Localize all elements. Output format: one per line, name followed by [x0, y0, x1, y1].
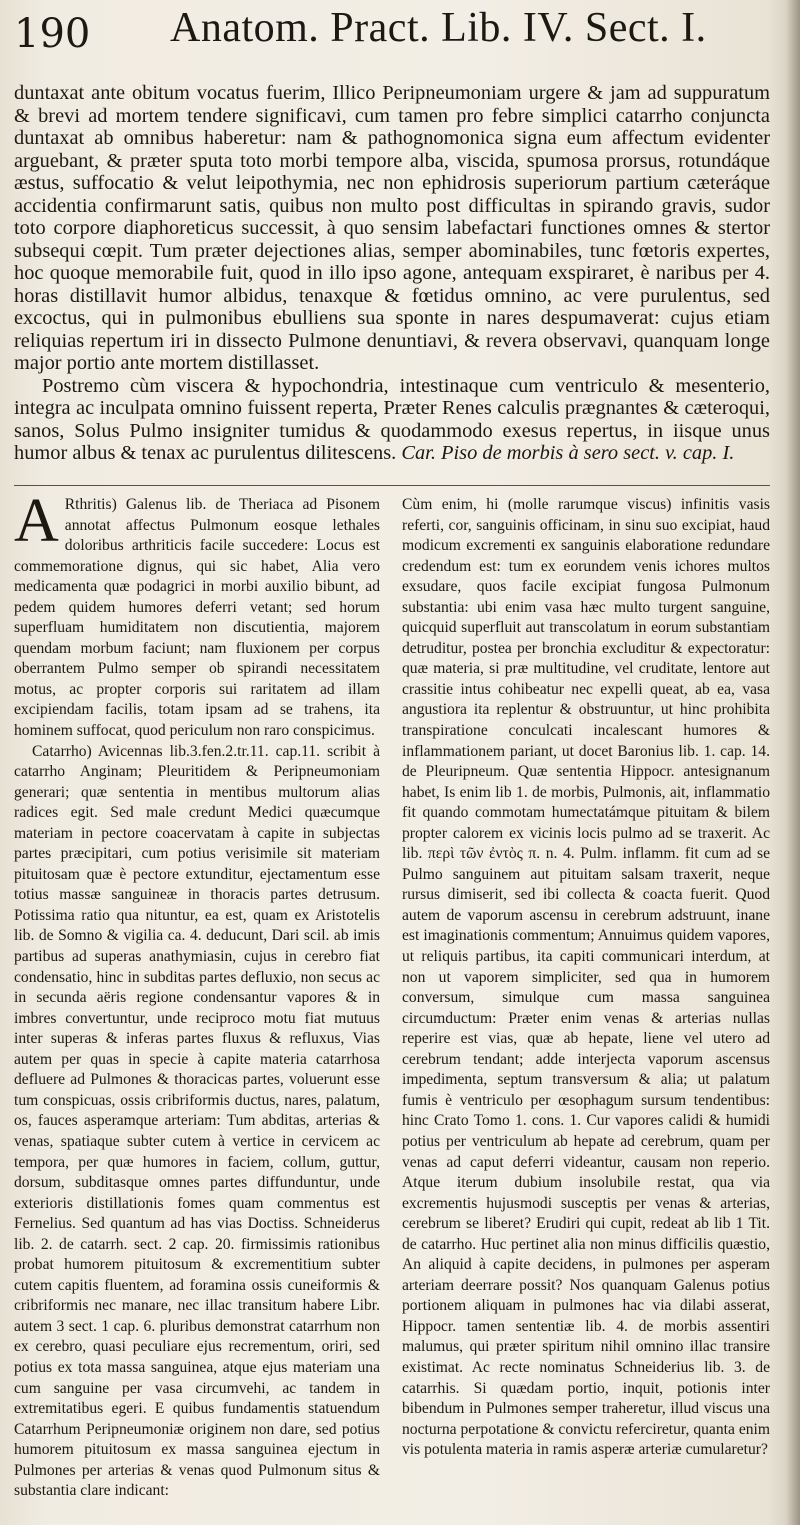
right-paragraph-1: Cùm enim, hi (molle rarumque viscus) infinitis vasis referti, cor, sanguinis officinam, in sinu suo excipiat, haud modicum excrementi ex sanguinis elaboratione redundare credendum est: tum ex eorundem venis ichores multos exsudare, quos facile excipiat fungosa Pulmonum substantia: ubi enim vasa hæc multo turgent sanguine, quicquid superfluit aut transcolatum in eorum substantiam detruditur, postea per bronchia excluditur & expectoratur: quæ materia, si præ multitudine, vel cruditate, lentore aut crassitie intus cohibeatur nec expelli queat, ab ea, vasa angustiora ita replentur & obstruuntur, ut hinc prohibita transpiratione conculcati incalescant humores & inflammationem pariant, ut docet Baronius lib. 1. cap. 14. de Pleuripneum. Quæ sententia Hippocr. antesignanum habet, Is enim lib 1. de morbis, Pulmonis, ait, inflammatio fit quando commotam humectatámque pituitam & bilem propter calorem ex vicinis locis pulmo ad se traxerit. Ac lib. περὶ τῶν ἐντὸς π. n. 4. Pulm. inflamm. fit cum ad se Pulmo sanguinem aut pituitam salsam traxerit, neque rursus dimiserit, sed ibi collecta & coacta fuerit. Quod autem de vaporum ascensu in cerebrum adstruunt, inane est imaginationis commentum; Annuimus quidem vapores, ut reliquis partibus, ita capiti communicari interdum, at non ut vaporem simpliciter, sed qua in humorem conversum, simulque cum massa sanguinea circumductum: Præter enim venas & arterias nullas reperire est vias, quæ ab hepate, liene vel utero ad cerebrum tendant; adde interjecta vaporum ascensus impedimenta, septum transversum & alia; ut palatum fumis è ventriculo per œsophagum sursum tendentibus: hinc Crato Tomo 1. cons. 1. Cur vapores calidi & humidi potius per ventriculum ab hepate ad cerebrum, quam per venas ad caput deferri videantur, causam non reperio. Atque iterum dubium insolubile restat, qua via excrementis hujusmodi susceptis per venas & arterias, cerebrum se liberet? Erudiri qui cupit, redeat ab lib 1 Tit. de catarrho. Huc pertinet alia non minus difficilis quæstio, An aliquid à capite decidens, in pulmones per asperam arteriam deerrare possit? Nos quanquam Galenus potius portionem aliquam in pulmones hac via dilabi asserat, Hippocr. tamen sententiæ lib. 4. de morbis assentiri malumus, qui præter spiritum nihil omnino illac transire existimat. Ac recte nominatus Schneiderius lib. 3. de catarrhis. Si quædam portio, inquit, potionis inter bibendum in Pulmones semper traheretur, illud viscus una nocturna perpotatione & convictu referciretur, quanta enim vis potulenta materia in ramis asperæ arteriæ cumularetur? — [402, 496, 770, 1459]
right-column — [402, 495, 770, 1515]
intro-paragraph-2 — [14, 375, 770, 465]
intro-paragraph-1: duntaxat ante obitum vocatus fuerim, Illico Peripneumoniam urgere & jam ad suppuratum & brevi ad mortem tendere significavi, cum tamen pro febre simplici catarrho conjuncta duntaxat ab omnibus haberetur: nam & pathognomonica signa eum affectum evidenter arguebant, & præter sputa toto morbi tempore alba, viscida, spumosa prorsus, rotundáque æstus, suffocatio & velut leipothymia, nec non ephidrosis superiorum partium cæteráque accidentia confirmarunt satis, quibus non multo post difficultas in spirando gravis, sudor toto corpore diaphoreticus successit, à quo sensim labefactari functiones omnes & stertor subsequi cœpit. Tum præter dejectiones alias, semper abominabiles, tunc fœtoris expertes, hoc quoque memorabile fuit, quod in illo ipso agone, antequam exspiraret, è naribus per 4. horas distillavit humor albidus, tenaxque & fœtidus omnino, ac vere purulentus, sed excoctus, qui in pulmonibus ebulliens sua sponte in nares despumaverat: cujus etiam reliquias repertum iri in dissecto Pulmone denuntiavi, & revera observavi, quanquam longe major portio ante mortem distillasset. — [14, 82, 770, 374]
intro-text-block — [14, 82, 770, 465]
page-edge-shadow — [786, 0, 800, 1525]
page-header — [10, 4, 770, 56]
drop-cap: A — [14, 495, 59, 555]
left-column — [14, 495, 380, 1515]
running-title: Anatom. Pract. Lib. IV. Sect. I. — [170, 5, 707, 51]
left-paragraph-1-text: Rthritis) Galenus lib. de Theriaca ad Pisonem annotat affectus Pulmonum eosque lethales doloribus arthriticis facile succedere: Locus est commemoratione dignus, qui sic habet, Alia vero medicamenta quæ podagrici in morbi auxilio bibunt, ad pedem quidem humores deferri vetant; sed horum superfluam humiditatem non discutientia, majorem quendam morbum faciunt; nam fluxionem per corpus oberrantem Pulmo semper ob spirandi necessitatem motus, ac propter corporis sui raritatem ad illam excipiendam facilis, totam ipsam ad se trahens, ita hominem suffocat, quod periculum non raro conspicimus. — [14, 496, 380, 740]
intro-citation: Car. Piso de morbis à sero sect. v. cap. I. — [401, 442, 735, 464]
intro-paragraph-2-text: Postremo cùm viscera & hypochondria, intestinaque cum ventriculo & mesenterio, integra ac inculpata omnino fuissent reperta, Præter Renes calculis prægnantes & cæteroqui, sanos, Solus Pulmo insigniter tumidus & quodammodo exesus repertus, in iisque unus humor albus & tenax ac purulentus dilitescens. — [14, 374, 770, 464]
left-paragraph-2: Catarrho) Avicennas lib.3.fen.2.tr.11. cap.11. scribit à catarrho Anginam; Pleuritidem & Peripneumoniam generari; quæ sententia in mentibus multorum alias radices egit. Sed male credunt Medici quæcumque materiam in pectore coacervatam à capite in subjectas partes præcipitari, cum potius verisimile sit materiam pituitosam quæ è pectore extunditur, ejectamentum esse totius massæ sanguineæ in thoracis partes detrusum. Potissima ratio qua nituntur, ea est, quam ex Aristotelis lib. de Somno & vigilia ca. 4. deducunt, Dari scil. ab imis partibus ad superas anathymiasin, cujus in cerebro fiat condensatio, hinc in subditas partes defluxio, non secus ac in secunda aëris regione condensantur vapores & in imbres convertuntur, unde reciproco motu fiat mutuus inter superas & inferas partes fluxus & refluxus, Vias autem per quas in specie à capite materia catarrhosa defluere ad Pulmones & thoracicas partes, voluerunt esse tum conspicuas, ossis cribriformis ductus, nares, palatum, os, fauces asperamque arteriam: Tum abditas, arterias & venas, spatiaque subter cutem à vertice in cervicem ac tempora, per quæ humores in faciem, collum, guttur, dorsum, subditasque omnes partes diffunduntur, unde exterioris distillationis fomes quam commentus est Fernelius. Sed quantum ad has vias Doctiss. Schneiderus lib. 2. de catarrh. sect. 2 cap. 20. firmissimis rationibus probat humorem pituitosum & excrementitium subter cutem capitis fluentem, ad foramina ossis cuneiformis & cribriformis nec manare, nec illac transitum habere Libr. autem 3 sect. 1 cap. 6. pluribus demonstrat catarrhum non ex cerebro, quasi peculiare ejus recrementum, oriri, sed potius ex tota massa sanguinea, atque ejus materiam una cum sanguine per vasa circumvehi, ac tandem in extremitatibus egeri. E quibus fundamentis statuendum Catarrhum Peripneumoniæ originem non dare, sed potius humorem pituitosum ex massa sanguinea ejectum in Pulmones per arterias & venas quod Pulmonum situs & substantia clare indicant: — [14, 742, 380, 1500]
page-number: 190 — [14, 11, 91, 57]
left-paragraph-1 — [14, 495, 380, 742]
commentary-columns — [14, 495, 770, 1515]
section-divider — [14, 485, 770, 486]
